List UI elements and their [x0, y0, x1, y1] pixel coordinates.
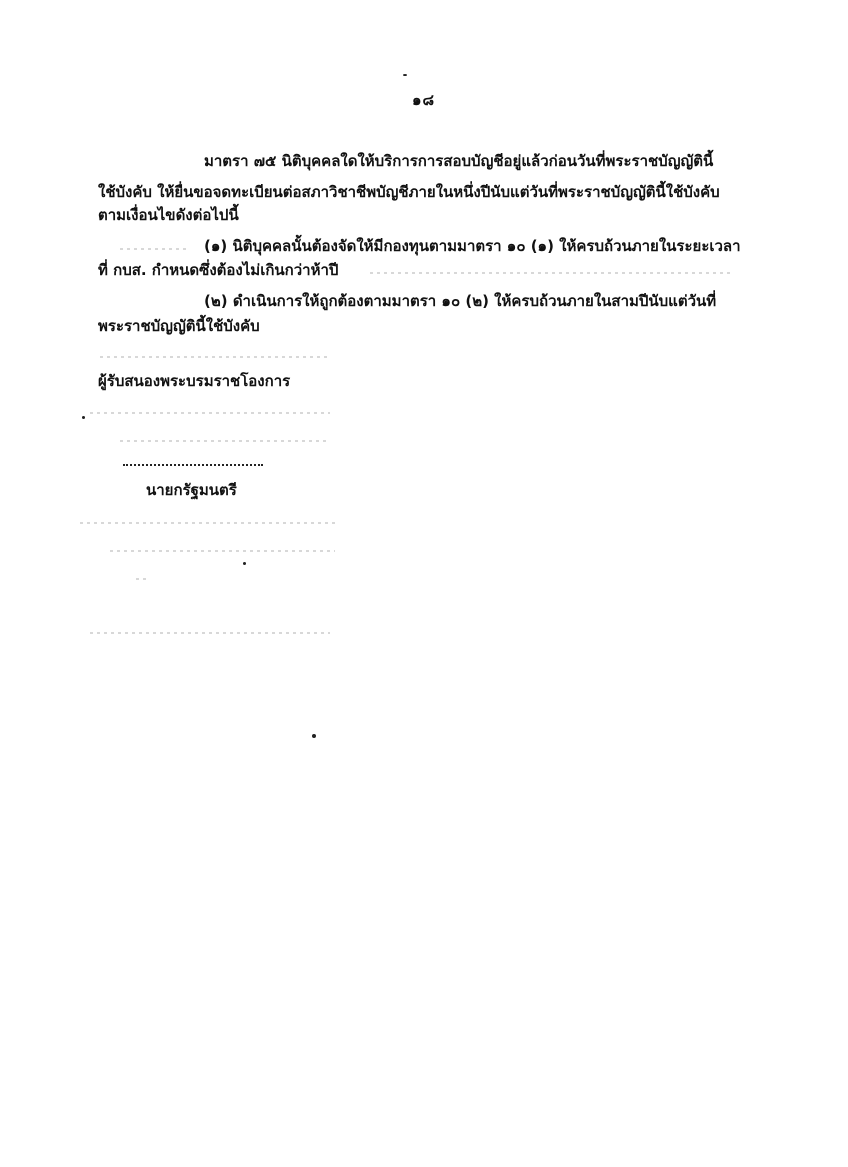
scan-speck: [403, 74, 407, 76]
body-line-2: ใช้บังคับ ให้ยื่นขอจดทะเบียนต่อสภาวิชาชีพบัญชีภายในหนึ่งปีนับแต่วันที่พระราชบัญญัตินี้ใช้บังคับ: [98, 183, 720, 201]
body-line-3: ตามเงื่อนไขดังต่อไปนี้: [98, 206, 239, 224]
scan-speck: [312, 734, 316, 738]
item-2-line-1: (๒) ดำเนินการให้ถูกต้องตามมาตรา ๑๐ (๒) ให้ครบถ้วนภายในสามปีนับแต่วันที่: [204, 292, 717, 310]
bleed-through-mark: [90, 632, 330, 634]
item-2-line-2: พระราชบัญญัตินี้ใช้บังคับ: [98, 317, 260, 335]
bleed-through-mark: [120, 248, 190, 250]
section-heading-line: มาตรา ๗๕ นิติบุคคลใดให้บริการการสอบบัญชีอยู่แล้วก่อนวันที่พระราชบัญญัตินี้: [204, 152, 714, 170]
bleed-through-mark: [90, 412, 330, 414]
bleed-through-mark: [100, 356, 330, 358]
bleed-through-mark: [370, 272, 730, 274]
bleed-through-mark: [80, 522, 335, 524]
signer-title: นายกรัฐมนตรี: [146, 481, 237, 499]
page-number: ๑๘: [412, 91, 436, 109]
bleed-through-mark: [136, 578, 148, 580]
scan-speck: [82, 416, 85, 419]
item-1-line-1: (๑) นิติบุคคลนั้นต้องจัดให้มีกองทุนตามมาตรา ๑๐ (๑) ให้ครบถ้วนภายในระยะเวลา: [204, 237, 741, 255]
bleed-through-mark: [120, 440, 330, 442]
bleed-through-mark: [110, 550, 335, 552]
signature-line: [123, 464, 263, 466]
item-1-line-2: ที่ กบส. กำหนดซึ่งต้องไม่เกินกว่าห้าปี: [98, 261, 339, 279]
scan-speck: [243, 562, 246, 565]
countersign-label: ผู้รับสนองพระบรมราชโองการ: [98, 372, 291, 390]
